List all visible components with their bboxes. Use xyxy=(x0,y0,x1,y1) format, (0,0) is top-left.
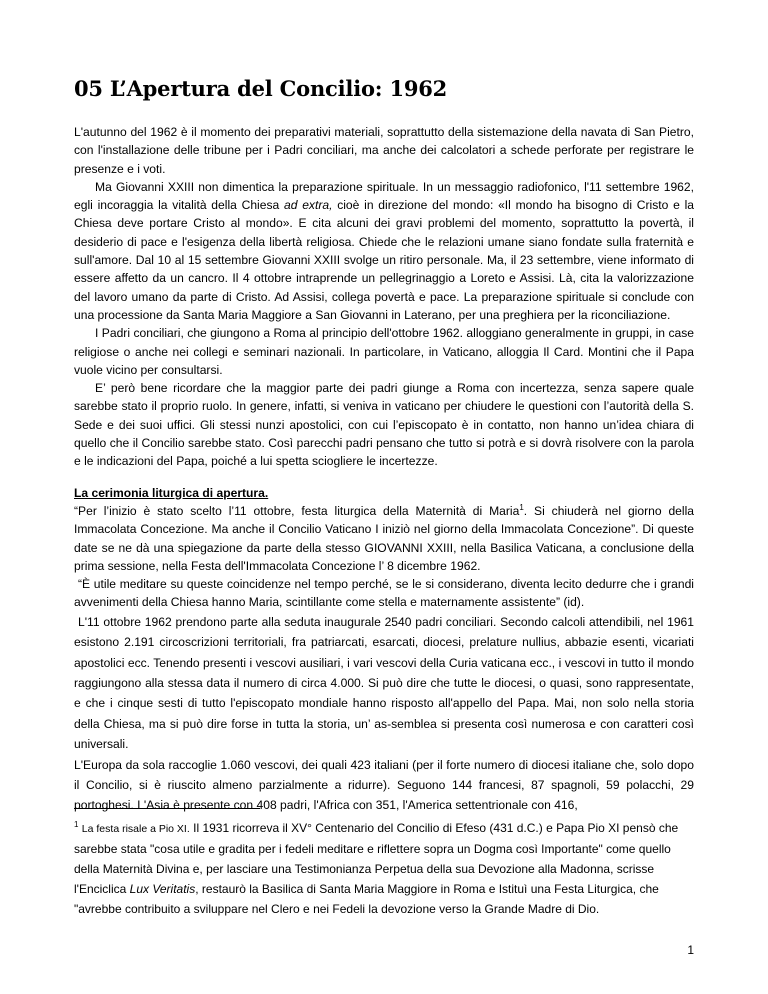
intro-paragraph-1: L'autunno del 1962 è il momento dei preparativi materiali, soprattutto della sistemazione della navata di San Pietro, con l'installazione delle tribune per i Padri conciliari, ma anche dei calcolatori a schede perforate per registrare le presenze e i voti. xyxy=(74,125,694,176)
intro-paragraph-2 xyxy=(74,178,694,324)
footnote-separator xyxy=(74,808,260,809)
section-heading: La cerimonia liturgica di apertura. xyxy=(74,485,269,500)
footnote-emphasis: Lux Veritatis xyxy=(129,882,196,897)
footnote-text-b: , restaurò la Basilica di Santa Maria Maggiore in Roma e Istituì una Festa Liturgica, che "avrebbe contribuito a sviluppare nel Clero e nei Fedeli la devozione verso la Grande Madre di Dio. xyxy=(74,882,659,917)
intro-paragraph-2-text-a: Ma Giovanni XXIII non dimentica la preparazione spirituale. In un messaggio radiofonico, l'11 settembre 1962, egli incoraggia la vitalità della Chiesa xyxy=(74,179,694,213)
intro-paragraph-3: I Padri conciliari, che giungono a Roma al principio dell'ottobre 1962. alloggiano generalmente in gruppi, in case religiose o anche nei collegi e seminari nazionali. In particolare, in Vaticano, alloggia Il Card. Montini che il Papa vuole vicino per consultarsi. xyxy=(74,326,694,377)
footnote-lead: La festa risale a Pio XI. xyxy=(81,823,190,835)
page-title: 05 L’Apertura del Concilio: 1962 xyxy=(74,76,448,101)
intro-paragraph-2-text-b: cioè in direzione del mondo: «Il mondo ha bisogno di Cristo e la Chiesa deve portare Cristo al mondo». E cita alcuni dei gravi problemi del momento, soprattutto la povertà, il desiderio di pace e l'esigenza della libertà religiosa. Chiede che le relazioni umane siano fondate sulla fraternità e sull'amore. Dal 10 al 15 settembre Giovanni XXIII svolge un ritiro personale. Ma, il 23 settembre, viene informato di essere affetto da un cancro. Il 4 ottobre intraprende un pellegrinaggio a Loreto e Assisi. Là, cita la valorizzazione del lavoro umano da parte di Cristo. Ad Assisi, collega povertà e pace. La preparazione spirituale si conclude con una processione da Santa Maria Maggiore a San Giovanni in Laterano, per una preghiera per la riconciliazione. xyxy=(74,198,694,322)
section-paragraph-1-text-a: “Per l’inizio è stato scelto l’11 ottobre, festa liturgica della Maternità di Maria xyxy=(74,503,520,518)
intro-paragraph-4: E’ però bene ricordare che la maggior parte dei padri giunge a Roma con incertezza, senza sapere quale sarebbe stato il proprio ruolo. In genere, infatti, si veniva in vaticano per chiudere le questioni con l’autorità della S. Sede e dei suoi uffici. Gli stessi nunzi apostolici, con cui l’episcopato è in contatto, non hanno un’idea chiara di quello che il Concilio sarebbe stato. Così parecchi padri pensano che tutto si potrà e si dovrà risolvere con la parola e le indicazioni del Papa, poiché a lui spetta sciogliere le incertezze. xyxy=(74,381,694,469)
page-number: 1 xyxy=(687,943,694,957)
section-paragraph-1-text-b: . Si chiuderà nel giorno della Immacolata Concezione. Ma anche il Concilio Vaticano I iniziò nel giorno della Immacolata Concezione”. Di queste date se ne dà una spiegazione da parte della stesso GIOVANNI XXIII, nella Basilica Vaticana, a conclusione della prima sessione, nella Festa dell'Immacolata Concezione l’ 8 dicembre 1962. xyxy=(74,503,694,573)
main-text xyxy=(74,123,694,816)
footnote xyxy=(74,818,694,919)
footnote-number: 1 xyxy=(74,820,79,829)
footnote-text-a: Il 1931 ricorreva il XV° Centenario del Concilio di Efeso (431 d.C.) e Papa Pio XI pensò che sarebbe stata "cosa utile e gradita per i fedeli meditare e riflettere sopra un Dogma così Importante" come quello della Maternità Divina e, per lasciare una Testimonianza Perpetua della sua Devozione alla Madonna, scrisse l'Enciclica xyxy=(74,821,679,897)
footnote-reference[interactable]: 1 xyxy=(519,502,524,512)
paragraph-gap xyxy=(74,471,694,484)
section-paragraph-3: L'11 ottobre 1962 prendono parte alla seduta inaugurale 2540 padri conciliari. Secondo calcoli attendibili, nel 1961 esistono 2.191 circoscrizioni territoriali, fra patriarcati, esarcati, diocesi, prelature nullius, abbazie esenti, vicariati apostolici ecc. Tenendo presenti i vescovi ausiliari, i vari vescovi della Curia vaticana ecc., i vescovi in tutto il mondo raggiungono alla stessa data il numero di circa 4.000. Si può dire che tutte le diocesi, o quasi, sono rappresentate, e che i cinque sesti di tutto l'episcopato mondiale hanno risposto all'appello del Papa. Mai, non solo nella storia della Chiesa, ma si può dire forse in tutta la storia, un’ as-semblea si presenta così numerosa e con caratteri così universali. xyxy=(74,614,694,752)
section-paragraph-1 xyxy=(74,502,694,575)
intro-paragraph-2-emphasis: ad extra, xyxy=(284,198,333,213)
section-paragraph-4: L'Europa da sola raccoglie 1.060 vescovi, dei quali 423 italiani (per il forte numero di diocesi italiane che, solo dopo il Concilio, si è riuscito almeno parzialmente a ridurre). Seguono 144 francesi, 87 spagnoli, 59 polacchi, 29 portoghesi. L'Asia è presente con 408 padri, l'Africa con 351, l'America settentrionale con 416, xyxy=(74,757,694,813)
section-paragraph-2: “È utile meditare su queste coincidenze nel tempo perché, se le si considerano, diventa lecito dedurre che i grandi avvenimenti della Chiesa hanno Maria, scintillante come stella e maternamente assistente” (id). xyxy=(74,577,694,610)
